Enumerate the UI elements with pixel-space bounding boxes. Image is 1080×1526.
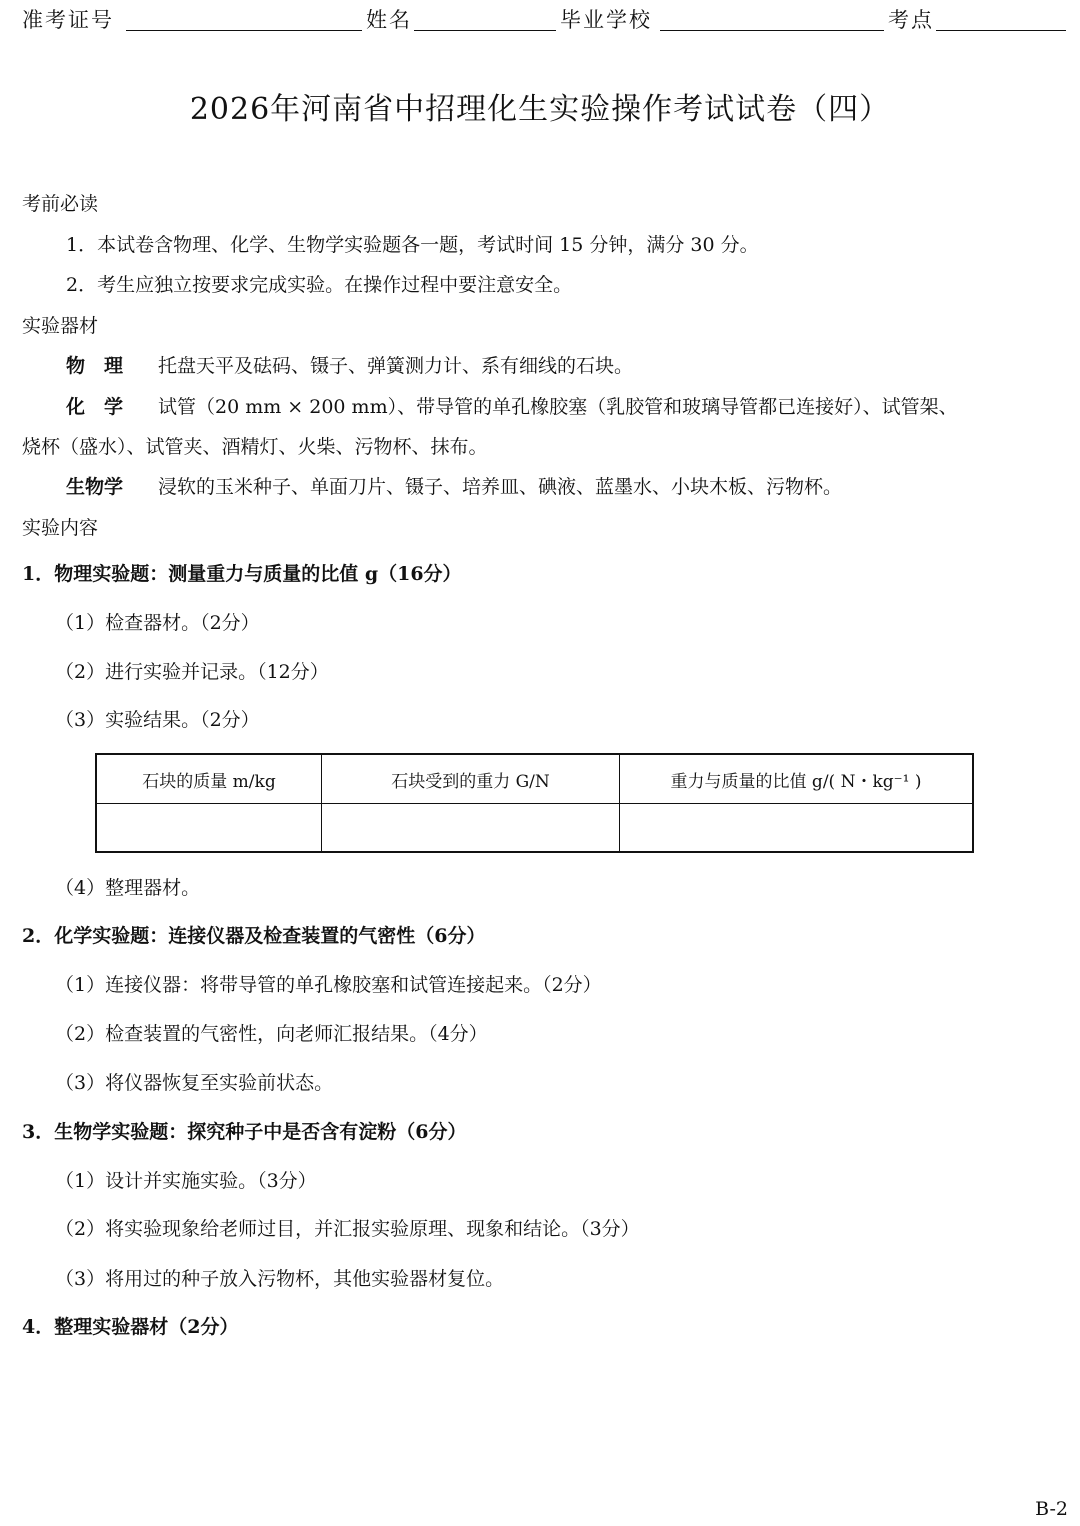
table-row <box>96 804 973 853</box>
question-3-step: （1）设计并实施实验。（3分） <box>55 1170 317 1192</box>
question-3-step: （2）将实验现象给老师过目，并汇报实验原理、现象和结论。（3分） <box>55 1218 640 1240</box>
notice-item: 1．本试卷含物理、化学、生物学实验题各一题，考试时间 15 分钟，满分 30 分。 <box>66 234 759 256</box>
question-2-step: （2）检查装置的气密性，向老师汇报结果。（4分） <box>55 1023 488 1045</box>
materials-biology <box>66 472 842 499</box>
school-label: 毕业学校 <box>560 8 652 32</box>
question-1-step: （3）实验结果。（2分） <box>55 709 260 731</box>
notice-heading: 考前必读 <box>22 193 99 215</box>
header-ratio: 重力与质量的比值 g/( N・kg⁻¹ ) <box>620 754 974 804</box>
question-2-title: 2．化学实验题：连接仪器及检查装置的气密性（6分） <box>22 925 486 947</box>
exam-header <box>22 2 1066 32</box>
mass-cell[interactable] <box>96 804 322 853</box>
site-field[interactable] <box>936 30 1066 31</box>
table-header-row <box>96 754 973 804</box>
question-2-step: （1）连接仪器：将带导管的单孔橡胶塞和试管连接起来。（2分） <box>55 974 602 996</box>
question-3-step: （3）将用过的种子放入污物杯，其他实验器材复位。 <box>55 1268 505 1290</box>
biology-text: 浸软的玉米种子、单面刀片、镊子、培养皿、碘液、蓝墨水、小块木板、污物杯。 <box>158 476 843 498</box>
question-4-title: 4．整理实验器材（2分） <box>22 1316 239 1338</box>
chemistry-text: 试管（20 mm × 200 mm）、带导管的单孔橡胶塞（乳胶管和玻璃导管都已连接好）、试管架、 <box>158 396 958 418</box>
site-label: 考点 <box>888 8 934 32</box>
ratio-cell[interactable] <box>620 804 974 853</box>
header-gravity: 石块受到的重力 G/N <box>322 754 620 804</box>
physics-label: 物 理 <box>66 355 124 377</box>
chemistry-label: 化 学 <box>66 396 124 418</box>
chemistry-text-continued: 烧杯（盛水）、试管夹、酒精灯、火柴、污物杯、抹布。 <box>22 436 488 458</box>
notice-item: 2．考生应独立按要求完成实验。在操作过程中要注意安全。 <box>66 274 573 296</box>
materials-physics <box>66 351 633 378</box>
question-1-step: （4）整理器材。 <box>55 877 201 899</box>
question-1-title: 1．物理实验题：测量重力与质量的比值 g（16分） <box>22 563 462 585</box>
biology-label: 生物学 <box>66 476 124 498</box>
page-code: B-2 <box>1035 1498 1068 1520</box>
question-1-step: （2）进行实验并记录。（12分） <box>55 661 329 683</box>
question-1-step: （1）检查器材。（2分） <box>55 612 260 634</box>
gravity-cell[interactable] <box>322 804 620 853</box>
result-table <box>95 753 974 853</box>
header-mass: 石块的质量 m/kg <box>96 754 322 804</box>
name-field[interactable] <box>414 30 556 31</box>
school-field[interactable] <box>660 30 884 31</box>
exam-id-label: 准考证号 <box>22 8 114 32</box>
physics-text: 托盘天平及砝码、镊子、弹簧测力计、系有细线的石块。 <box>158 355 634 377</box>
page-title: 2026年河南省中招理化生实验操作考试试卷（四） <box>189 92 891 127</box>
question-2-step: （3）将仪器恢复至实验前状态。 <box>55 1072 334 1094</box>
materials-heading: 实验器材 <box>22 315 99 337</box>
name-label: 姓名 <box>366 8 412 32</box>
content-heading: 实验内容 <box>22 517 99 539</box>
exam-id-field[interactable] <box>126 30 362 31</box>
question-3-title: 3．生物学实验题：探究种子中是否含有淀粉（6分） <box>22 1121 467 1143</box>
materials-chemistry <box>66 392 958 419</box>
